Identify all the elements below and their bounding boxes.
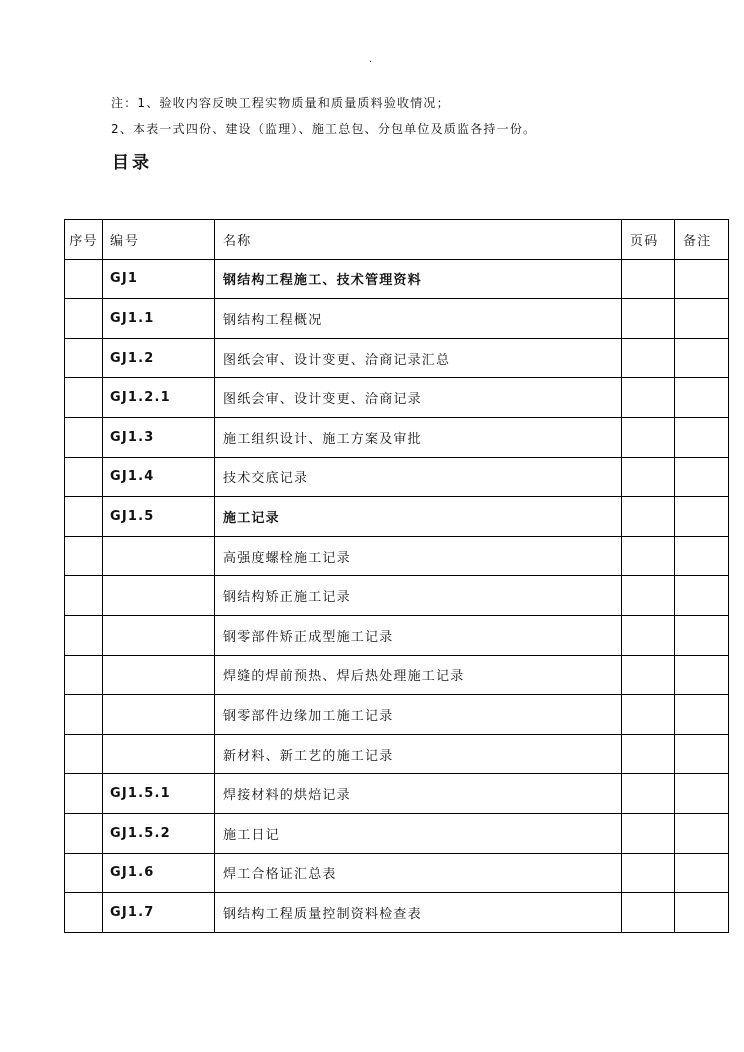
row-remark-cell [675, 615, 729, 655]
table-row [65, 576, 729, 616]
row-page-cell [622, 299, 675, 339]
row-code [103, 695, 215, 735]
row-remark-cell [675, 893, 729, 933]
row-no-cell [65, 417, 103, 457]
row-name: 技术交底记录 [215, 457, 622, 497]
row-remark-cell [675, 259, 729, 299]
row-code: GJ1 [103, 259, 215, 299]
row-code: GJ1.3 [103, 417, 215, 457]
row-page-cell [622, 774, 675, 814]
table-row [65, 457, 729, 497]
row-no-cell [65, 695, 103, 735]
row-no-cell [65, 299, 103, 339]
row-remark-cell [675, 417, 729, 457]
row-page-cell [622, 378, 675, 418]
row-name: 高强度螺栓施工记录 [215, 536, 622, 576]
row-no-cell [65, 615, 103, 655]
row-remark-cell [675, 378, 729, 418]
row-name: 施工记录 [215, 497, 622, 537]
table-row [65, 338, 729, 378]
page-title: 目录 [112, 153, 152, 173]
row-code [103, 734, 215, 774]
row-code: GJ1.1 [103, 299, 215, 339]
row-no-cell [65, 813, 103, 853]
row-code: GJ1.5.2 [103, 813, 215, 853]
table-row [65, 299, 729, 339]
row-code: GJ1.5.1 [103, 774, 215, 814]
row-name: 钢结构工程施工、技术管理资料 [215, 259, 622, 299]
row-name: 新材料、新工艺的施工记录 [215, 734, 622, 774]
row-name: 施工日记 [215, 813, 622, 853]
row-code [103, 536, 215, 576]
table-row [65, 378, 729, 418]
row-remark-cell [675, 497, 729, 537]
page-marker: . [369, 54, 373, 65]
row-code: GJ1.2.1 [103, 378, 215, 418]
row-remark-cell [675, 655, 729, 695]
row-page-cell [622, 536, 675, 576]
row-code: GJ1.5 [103, 497, 215, 537]
row-page-cell [622, 338, 675, 378]
row-no-cell [65, 457, 103, 497]
row-remark-cell [675, 576, 729, 616]
row-remark-cell [675, 338, 729, 378]
note-line-2: 2、本表一式四份、建设（监理）、施工总包、分包单位及质监各持一份。 [111, 122, 537, 136]
header-page: 页码 [622, 220, 675, 260]
row-remark-cell [675, 774, 729, 814]
row-page-cell [622, 417, 675, 457]
row-page-cell [622, 655, 675, 695]
row-no-cell [65, 338, 103, 378]
table-row [65, 853, 729, 893]
row-name: 图纸会审、设计变更、洽商记录汇总 [215, 338, 622, 378]
table-row [65, 774, 729, 814]
row-no-cell [65, 378, 103, 418]
row-code: GJ1.7 [103, 893, 215, 933]
row-name: 钢结构工程概况 [215, 299, 622, 339]
header-no: 序号 [65, 220, 103, 260]
row-remark-cell [675, 299, 729, 339]
row-no-cell [65, 774, 103, 814]
row-remark-cell [675, 457, 729, 497]
row-name: 钢结构矫正施工记录 [215, 576, 622, 616]
table-header-row [65, 220, 729, 260]
row-page-cell [622, 615, 675, 655]
header-remark: 备注 [675, 220, 729, 260]
row-name: 焊缝的焊前预热、焊后热处理施工记录 [215, 655, 622, 695]
table-row [65, 615, 729, 655]
table-row [65, 497, 729, 537]
note-line-1: 注：1、验收内容反映工程实物质量和质量质料验收情况； [111, 96, 450, 110]
header-code: 编号 [103, 220, 215, 260]
row-name: 钢零部件矫正成型施工记录 [215, 615, 622, 655]
row-page-cell [622, 259, 675, 299]
table-row [65, 536, 729, 576]
row-code [103, 576, 215, 616]
row-no-cell [65, 497, 103, 537]
row-no-cell [65, 853, 103, 893]
table-row [65, 259, 729, 299]
row-no-cell [65, 259, 103, 299]
table-row [65, 695, 729, 735]
table-row [65, 655, 729, 695]
row-name: 焊接材料的烘焙记录 [215, 774, 622, 814]
row-remark-cell [675, 853, 729, 893]
row-code [103, 615, 215, 655]
row-name: 施工组织设计、施工方案及审批 [215, 417, 622, 457]
row-name: 焊工合格证汇总表 [215, 853, 622, 893]
table-row [65, 734, 729, 774]
row-no-cell [65, 536, 103, 576]
row-no-cell [65, 576, 103, 616]
row-remark-cell [675, 695, 729, 735]
table-row [65, 813, 729, 853]
row-remark-cell [675, 813, 729, 853]
row-page-cell [622, 893, 675, 933]
row-page-cell [622, 695, 675, 735]
row-page-cell [622, 497, 675, 537]
row-name: 钢结构工程质量控制资料检查表 [215, 893, 622, 933]
row-code [103, 655, 215, 695]
row-remark-cell [675, 536, 729, 576]
row-page-cell [622, 457, 675, 497]
row-page-cell [622, 576, 675, 616]
row-code: GJ1.6 [103, 853, 215, 893]
toc-table [64, 219, 729, 933]
row-code: GJ1.4 [103, 457, 215, 497]
row-page-cell [622, 813, 675, 853]
table-row [65, 417, 729, 457]
row-page-cell [622, 853, 675, 893]
row-code: GJ1.2 [103, 338, 215, 378]
header-name: 名称 [215, 220, 622, 260]
row-name: 图纸会审、设计变更、洽商记录 [215, 378, 622, 418]
table-row [65, 893, 729, 933]
row-no-cell [65, 655, 103, 695]
row-name: 钢零部件边缘加工施工记录 [215, 695, 622, 735]
row-no-cell [65, 893, 103, 933]
row-remark-cell [675, 734, 729, 774]
row-page-cell [622, 734, 675, 774]
row-no-cell [65, 734, 103, 774]
